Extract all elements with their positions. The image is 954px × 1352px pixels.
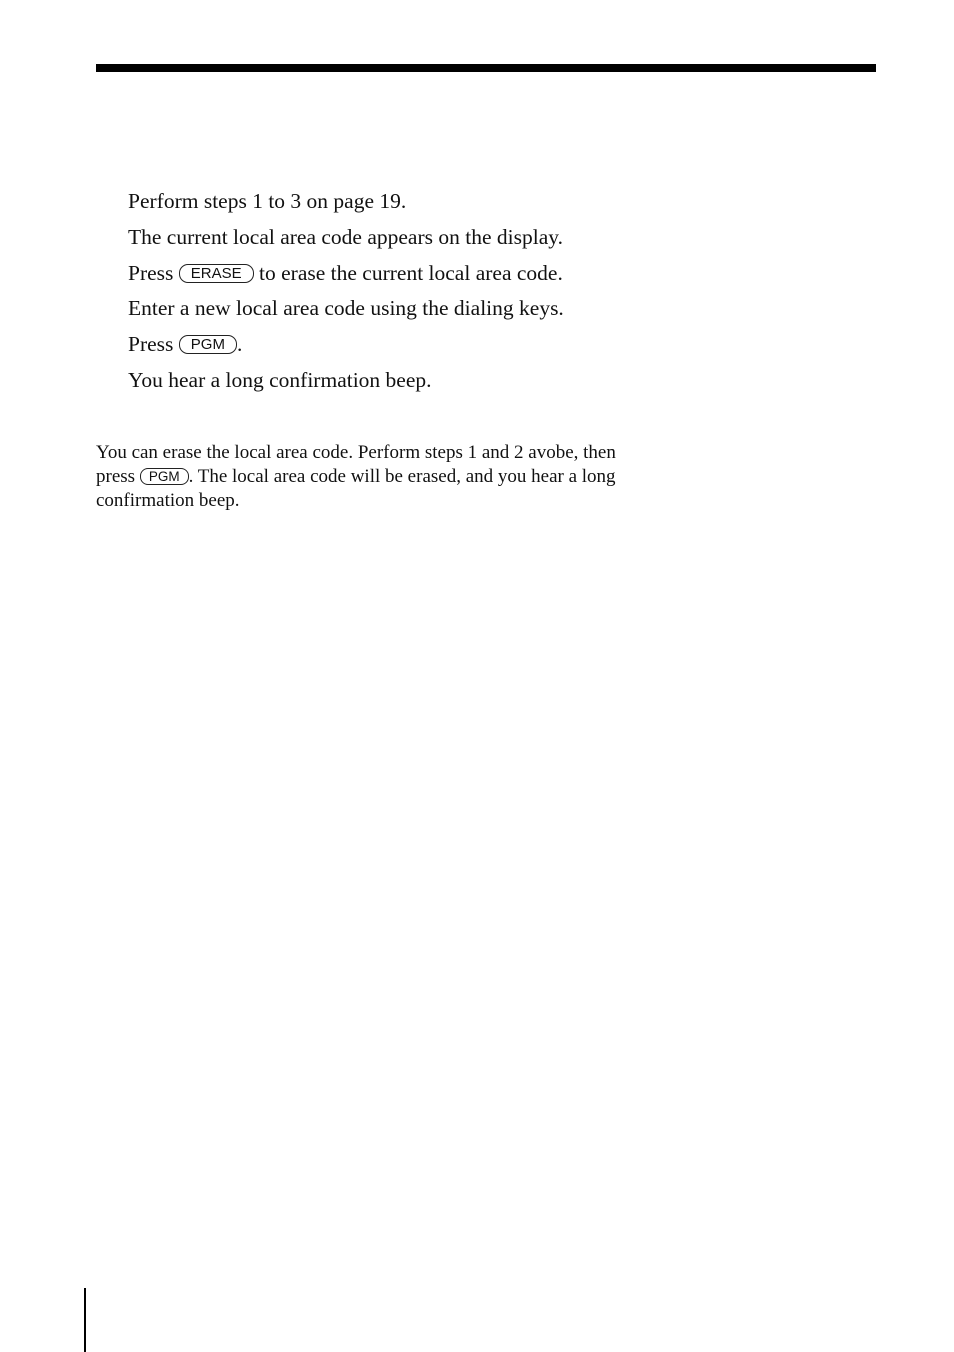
note-text-before-key: press [96, 466, 140, 487]
procedure-steps [128, 184, 564, 399]
step-text-before: Press [128, 332, 179, 357]
step-text: Perform steps 1 to 3 on page 19. [128, 189, 407, 213]
step-item [128, 327, 564, 363]
erase-key-label: ERASE [179, 264, 254, 283]
top-rule [96, 64, 876, 72]
pgm-key-label: PGM [140, 468, 189, 485]
note-paragraph [96, 441, 736, 513]
step-text-after: . [236, 332, 243, 357]
step-text-before: Press [128, 260, 179, 285]
note-line-1: You can erase the local area code. Perform steps 1 and 2 avobe, then [96, 442, 616, 463]
step-item [128, 363, 564, 399]
pgm-key-label: PGM [179, 335, 237, 354]
step-item [128, 256, 564, 292]
step-text: You hear a long confirmation beep. [128, 367, 432, 392]
step-item [128, 184, 564, 220]
note-line-3: confirmation beep. [96, 490, 240, 511]
page-margin-rule [84, 1288, 86, 1352]
step-item [128, 220, 564, 256]
step-text-after: to erase the current local area code. [253, 260, 563, 285]
step-item [128, 291, 564, 327]
step-text: Enter a new local area code using the dialing keys. [128, 296, 564, 321]
step-text: The current local area code appears on the display. [128, 224, 563, 249]
note-text-after-key: . The local area code will be erased, and you hear a long [188, 466, 616, 487]
